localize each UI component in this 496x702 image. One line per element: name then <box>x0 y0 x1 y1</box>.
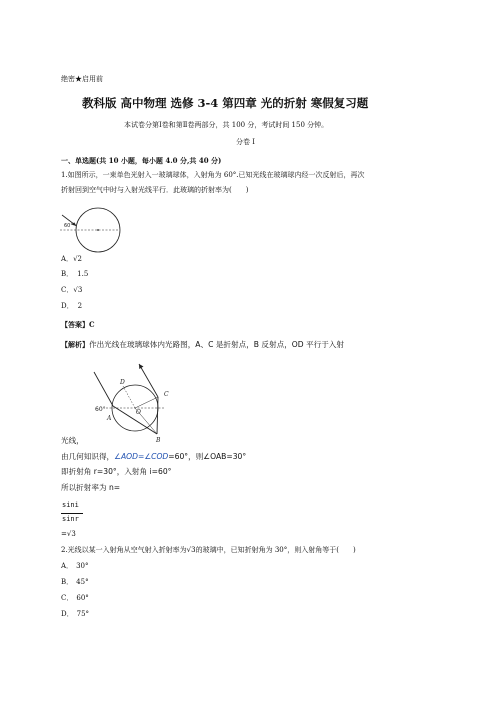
angle-expression: ∠AOD=∠COD <box>114 452 169 461</box>
q2-option-d[interactable] <box>61 610 89 619</box>
label-d: D <box>120 379 125 386</box>
option-key: B． <box>61 270 74 278</box>
answer: 【答案】C <box>61 320 95 329</box>
secret-mark: 绝密★启用前 <box>61 75 103 83</box>
option-text: √2 <box>73 255 82 263</box>
analysis-figure <box>92 362 192 442</box>
analysis-line1 <box>61 340 344 350</box>
option-c[interactable] <box>61 286 82 295</box>
figure-angle-label: 60° <box>64 223 73 229</box>
question-1-text-line1: 1.如图所示，一束单色光射入一玻璃球体，入射角为 60°.已知光线在玻璃球内经一次反射后，再次 <box>61 171 365 179</box>
option-text: 2 <box>77 302 83 310</box>
analysis-line4: 所以折射率为 n= <box>61 483 121 492</box>
label-b: B <box>156 437 161 444</box>
label-angle: 60° <box>95 406 106 413</box>
option-key: C． <box>61 286 74 294</box>
label-c: C <box>164 391 169 398</box>
fraction-denominator: sinr <box>62 515 79 523</box>
volume-label: 分卷 I <box>236 138 255 146</box>
analysis-line2 <box>61 452 246 462</box>
analysis-tag: 【解析】 <box>61 340 89 349</box>
option-text: √3 <box>73 286 83 294</box>
option-key: A． <box>61 255 74 263</box>
analysis-line2-post: =60°，则∠OAB=30° <box>168 452 247 461</box>
fraction-bar <box>61 513 83 514</box>
option-b[interactable] <box>61 270 88 279</box>
q2-option-c[interactable] <box>61 594 89 603</box>
option-a[interactable] <box>61 255 82 264</box>
option-key: C． <box>61 594 74 602</box>
option-text: 1.5 <box>77 270 89 278</box>
option-d[interactable] <box>61 302 82 311</box>
option-key: D． <box>61 302 74 310</box>
question-1-text-line2: 折射回到空气中时与入射光线平行．此玻璃的折射率为( ) <box>61 186 249 194</box>
analysis-line2-pre: 由几何知识得， <box>61 452 115 461</box>
option-text: 45° <box>76 578 89 586</box>
option-key: B． <box>61 578 74 586</box>
section-heading: 一、单选题(共 10 小题，每小题 4.0 分,共 40 分) <box>61 156 222 165</box>
q2-option-b[interactable] <box>61 578 89 587</box>
analysis-continuation: 光线， <box>61 436 84 445</box>
fraction-numerator: sini <box>62 501 79 509</box>
q2-option-a[interactable] <box>61 562 88 571</box>
label-o: O <box>136 409 141 416</box>
question-1-figure <box>58 203 128 257</box>
result-value: =√3 <box>61 530 76 538</box>
analysis-text: 作出光线在玻璃球体内光路图，A、C 是折射点，B 反射点，OD 平行于入射 <box>89 340 344 349</box>
page-title: 教科版 高中物理 选修 3-4 第四章 光的折射 寒假复习题 <box>82 96 369 110</box>
option-text: 30° <box>76 562 89 570</box>
option-text: 75° <box>76 610 90 618</box>
option-text: 60° <box>76 594 89 602</box>
exam-subtitle: 本试卷分第Ⅰ卷和第Ⅱ卷两部分，共 100 分，考试时间 150 分钟。 <box>124 121 329 129</box>
label-a: A <box>107 415 112 422</box>
option-key: D． <box>61 610 74 618</box>
analysis-line3: 即折射角 r=30°，入射角 i=60° <box>61 467 172 476</box>
question-2-text: 2.光线以某一入射角从空气射入折射率为√3的玻璃中，已知折射角为 30°，则入射角等于( ) <box>61 546 356 554</box>
option-key: A． <box>61 562 74 570</box>
